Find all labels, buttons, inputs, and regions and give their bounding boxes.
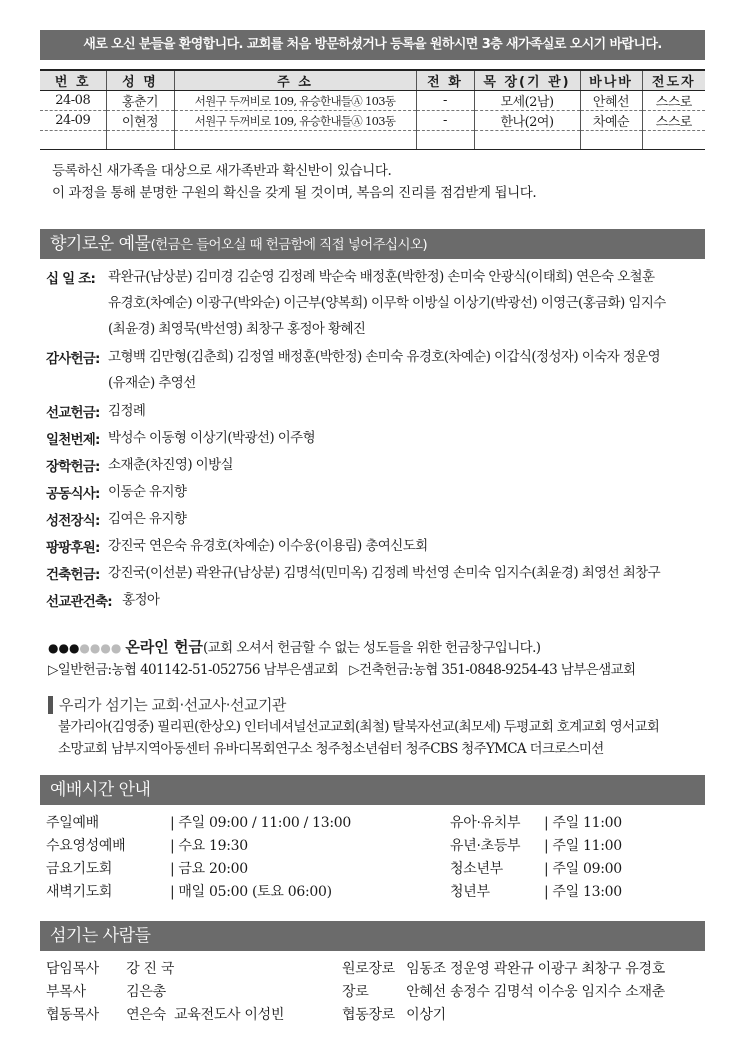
staff-item: [342, 1004, 446, 1024]
worship-name: 유아·유치부: [450, 815, 521, 831]
offering-names-line: 고형백 김만형(김춘희) 김정열 배정훈(박한정) 손미숙 유경호(차예순) 이갑식(정성자) 이숙자 정운영: [108, 349, 661, 365]
offering-names: [108, 479, 704, 505]
staff-names: 안혜선 송정수 김명석 이수웅 임지수 소재춘: [406, 984, 665, 1000]
offering-label: 십 일 조:: [46, 271, 96, 287]
worship-item: 청소년부 | 주일 09:00: [450, 858, 622, 878]
staff-item: [342, 981, 665, 1001]
staff-title: 섬기는 사람들: [50, 926, 151, 946]
worship-time: 주일 11:00: [552, 838, 622, 854]
offering-label: 일천번제:: [46, 432, 100, 448]
note-line: 이 과정을 통해 분명한 구원의 확신을 갖게 될 것이며, 복음의 진리를 점검받게 됩니다.: [52, 185, 537, 201]
offering-label: 장학헌금:: [46, 459, 100, 475]
registration-table: [40, 69, 705, 150]
empty-cell: [106, 131, 174, 150]
offering-label: 선교헌금:: [46, 405, 100, 421]
staff-item: [342, 958, 665, 978]
header-barnabas: 바나바: [580, 70, 642, 91]
offering-names-line: (최윤경) 최영묵(박선영) 최창구 홍정아 황혜진: [108, 321, 366, 337]
table-row: [40, 91, 705, 111]
registration-note: [52, 160, 536, 204]
worship-item: 수요영성예배 | 수요 19:30: [46, 835, 248, 855]
worship-item: 금요기도회 | 금요 20:00: [46, 858, 248, 878]
cell-address: 서원구 두꺼비로 109, 유승한내들Ⓐ 103동: [174, 91, 416, 111]
staff-role: 담임목사: [46, 961, 99, 977]
offering-names-line: 이동순 유지향: [108, 484, 187, 500]
offering-names: [108, 425, 704, 451]
offering-names-line: 강진국(이선분) 곽완규(남상분) 김명석(민미옥) 김정례 박선영 손미숙 임지수(최윤경) 최영선 최창구: [108, 565, 661, 581]
worship-item: 청년부 | 주일 13:00: [450, 881, 622, 901]
worship-time: 매일 05:00 (토요 06:00): [178, 884, 332, 900]
worship-time: 주일 09:00: [552, 861, 622, 877]
general-account: ▷일반헌금:농협 401142-51-052756 남부은샘교회: [48, 662, 339, 678]
worship-name: 유년·초등부: [450, 838, 521, 854]
worship-item: 새벽기도회 | 매일 05:00 (토요 06:00): [46, 881, 332, 901]
offering-names: [108, 398, 704, 424]
offering-names-line: 유경호(차예순) 이광구(박와순) 이근부(양복희) 이무학 이방실 이상기(박광선) 이영근(홍금화) 임지수: [108, 295, 666, 311]
worship-name: 금요기도회: [46, 861, 113, 877]
staff-role: 장로: [342, 984, 369, 1000]
worship-section-header: [40, 775, 705, 805]
offering-label: 팡팡후원:: [46, 540, 100, 556]
header-name: 성 명: [106, 70, 174, 91]
staff-item: [46, 981, 166, 1001]
table-row: [40, 111, 705, 131]
offering-names: [122, 587, 718, 613]
support-line: 소망교회 남부지역아동센터 유바디목회연구소 청주청소년쉼터 청주CBS 청주YMCA 더크로스미션: [58, 741, 604, 757]
empty-cell: [40, 131, 106, 150]
cell-phone: -: [416, 91, 474, 111]
empty-cell: [174, 131, 416, 150]
offering-section-header: [40, 229, 705, 259]
note-line: 등록하신 새가족을 대상으로 새가족반과 확신반이 있습니다.: [52, 163, 392, 179]
cell-number: 24-09: [40, 111, 106, 131]
offering-names-line: 김여은 유지향: [108, 511, 187, 527]
worship-item: 주일예배 | 주일 09:00 / 11:00 / 13:00: [46, 812, 351, 832]
worship-item: 유아·유치부 | 주일 11:00: [450, 812, 622, 832]
cell-phone: -: [416, 111, 474, 131]
worship-name: 청소년부: [450, 861, 503, 877]
online-giving-accounts: [48, 659, 708, 681]
offering-names: [108, 560, 704, 586]
building-account: ▷건축헌금:농협 351-0848-9254-43 남부은샘교회: [349, 662, 636, 678]
cell-address: 서원구 두꺼비로 109, 유승한내들Ⓐ 103동: [174, 111, 416, 131]
offering-names-line: 소재춘(차진영) 이방실: [108, 457, 233, 473]
header-address: 주 소: [174, 70, 416, 91]
empty-cell: [474, 131, 580, 150]
online-giving-title: 온라인 헌금: [125, 638, 203, 656]
cell-name: 홍춘기: [106, 91, 174, 111]
cell-barnabas: 차예순: [580, 111, 642, 131]
header-number: 번 호: [40, 70, 106, 91]
progress-dots-icon: ●●●●●●●: [48, 641, 122, 655]
worship-time: 금요 20:00: [178, 861, 248, 877]
worship-time: 주일 09:00 / 11:00 / 13:00: [178, 815, 351, 831]
header-group: 목 장(기 관): [474, 70, 580, 91]
worship-title: 예배시간 안내: [50, 780, 151, 800]
staff-names: 강 진 국: [126, 961, 175, 977]
offering-names-line: 박성수 이동형 이상기(박광선) 이주형: [108, 430, 316, 446]
cell-name: 이현정: [106, 111, 174, 131]
cell-group: 한나(2여): [474, 111, 580, 131]
table-row-empty: [40, 131, 705, 150]
staff-names: 김은총: [126, 984, 166, 1000]
staff-role: 협동목사: [46, 1007, 99, 1023]
staff-section-header: [40, 921, 705, 951]
support-line: 불가리아(김영중) 필리핀(한상오) 인터네셔널선교교회(최철) 탈북자선교(최모세) 두평교회 호계교회 영서교회: [58, 719, 660, 735]
online-giving: [48, 636, 708, 681]
worship-item: 유년·초등부 | 주일 11:00: [450, 835, 622, 855]
worship-name: 청년부: [450, 884, 490, 900]
cell-evangelist: 스스로: [642, 111, 705, 131]
staff-role: 부목사: [46, 984, 86, 1000]
worship-time: 수요 19:30: [178, 838, 248, 854]
header-evangelist: 전도자: [642, 70, 705, 91]
empty-cell: [416, 131, 474, 150]
staff-names: 임동조 정운영 곽완규 이광구 최창구 유경호: [406, 961, 665, 977]
staff-names: 연은숙: [126, 1007, 166, 1023]
welcome-banner: 새로 오신 분들을 환영합니다. 교회를 처음 방문하셨거나 등록을 원하시면 3층 새가족실로 오시기 바랍니다.: [40, 30, 705, 60]
staff-names: 이성빈: [244, 1007, 285, 1023]
cell-evangelist: 스스로: [642, 91, 705, 111]
support-title: 우리가 섬기는 교회·선교사·선교기관: [48, 696, 708, 714]
offering-names-line: 강진국 연은숙 유경호(차예순) 이수웅(이용림) 총여신도회: [108, 538, 428, 554]
staff-role: 협동장로: [342, 1007, 395, 1023]
empty-cell: [642, 131, 705, 150]
online-giving-desc: (교회 오셔서 헌금할 수 없는 성도들을 위한 헌금창구입니다.): [203, 640, 541, 656]
staff-role: 교육전도사: [174, 1007, 241, 1023]
registration-header-row: [40, 70, 705, 91]
offering-names-line: 김정례: [108, 403, 146, 419]
empty-cell: [580, 131, 642, 150]
offering-names: [108, 506, 704, 532]
support-list: [58, 716, 708, 760]
worship-time: 주일 11:00: [552, 815, 622, 831]
offering-subtitle: (헌금은 들어오실 때 헌금함에 직접 넣어주십시오): [150, 237, 428, 253]
support-section: [48, 696, 708, 760]
worship-name: 수요영성예배: [46, 838, 126, 854]
offering-names: [108, 533, 704, 559]
offering-names-line: 홍정아: [122, 592, 160, 608]
worship-time: 주일 13:00: [552, 884, 622, 900]
worship-name: 새벽기도회: [46, 884, 113, 900]
staff-role: 원로장로: [342, 961, 395, 977]
offering-label: 선교관건축:: [46, 594, 112, 610]
offering-names: [108, 344, 704, 396]
offering-names-line: 곽완규(남상분) 김미경 김순영 김정례 박순숙 배정훈(박한정) 손미숙 안광식(이태희) 연은숙 오철훈: [108, 269, 655, 285]
cell-barnabas: 안혜선: [580, 91, 642, 111]
worship-name: 주일예배: [46, 815, 99, 831]
offering-label: 성전장식:: [46, 513, 100, 529]
offering-names: [108, 452, 704, 478]
staff-item: [46, 958, 174, 978]
cell-number: 24-08: [40, 91, 106, 111]
offering-label: 건축헌금:: [46, 567, 100, 583]
offering-label: 공동식사:: [46, 486, 100, 502]
cell-group: 모세(2남): [474, 91, 580, 111]
offering-names-line: (유재순) 추영선: [108, 375, 196, 391]
staff-names: 이상기: [406, 1007, 446, 1023]
offering-names: [108, 264, 704, 342]
staff-item: [46, 1004, 284, 1024]
offering-label: 감사헌금:: [46, 351, 100, 367]
header-phone: 전 화: [416, 70, 474, 91]
offering-title: 향기로운 예물: [50, 234, 151, 254]
online-giving-heading: [48, 636, 708, 659]
